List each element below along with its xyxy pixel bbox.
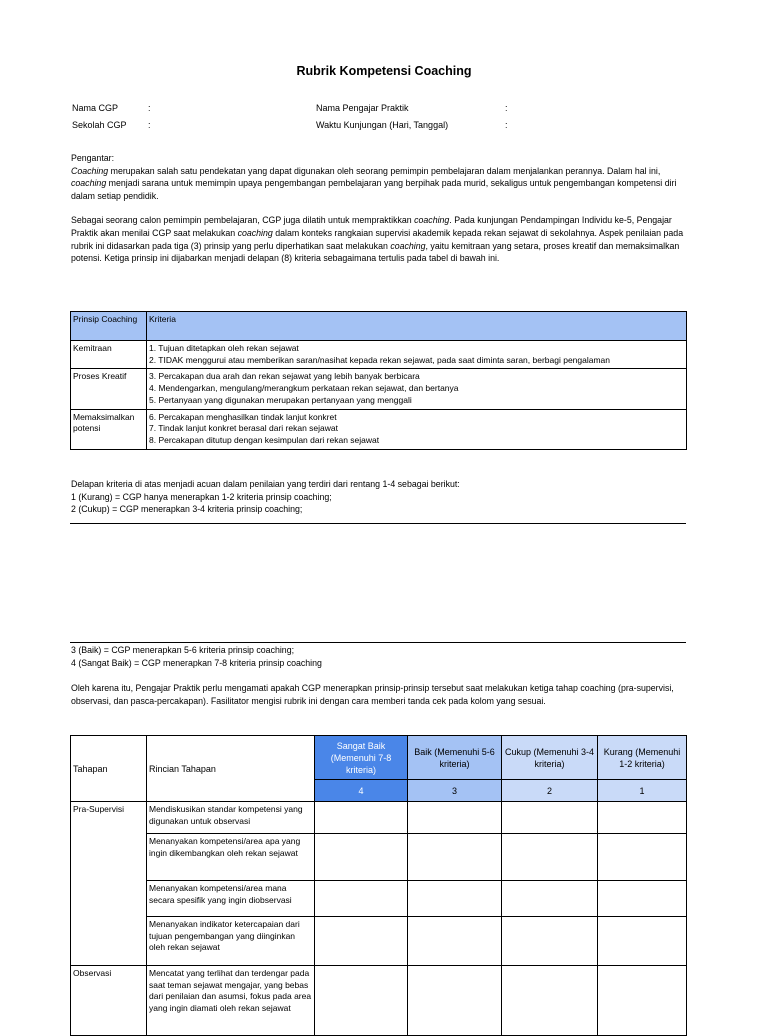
level-cukup: Cukup (Memenuhi 3-4 kriteria) xyxy=(502,736,598,780)
check-cell-3[interactable] xyxy=(408,802,502,834)
check-cell-2[interactable] xyxy=(502,834,598,881)
check-cell-3[interactable] xyxy=(408,881,502,917)
detail-cell: Mendiskusikan standar kompetensi yang digunakan untuk observasi xyxy=(147,802,315,834)
rubric-col-tahapan: Tahapan xyxy=(71,736,147,802)
page-break-line-bottom xyxy=(70,642,686,643)
check-cell-4[interactable] xyxy=(315,917,408,966)
pengantar-heading: Pengantar: xyxy=(71,153,115,163)
criteria-cell: 3. Percakapan dua arah dan rekan sejawat yang lebih banyak berbicara 4. Mendengarkan, mengulang/merangkum perkataan rekan sejawat, dan bertanya 5. Pertanyaan yang digunakan merupakan pertanyaan yang menggali xyxy=(147,369,687,409)
check-cell-4[interactable] xyxy=(315,802,408,834)
check-cell-2[interactable] xyxy=(502,966,598,1036)
check-cell-4[interactable] xyxy=(315,966,408,1036)
rubric-col-rincian: Rincian Tahapan xyxy=(147,736,315,802)
detail-cell: Menanyakan kompetensi/area apa yang ingin dikembangkan oleh rekan sejawat xyxy=(147,834,315,881)
stage-pra-supervisi: Pra-Supervisi xyxy=(71,802,147,966)
sekolah-cgp-colon: : xyxy=(148,120,151,130)
check-cell-2[interactable] xyxy=(502,802,598,834)
scale-4: 4 (Sangat Baik) = CGP menerapkan 7-8 kriteria prinsip coaching xyxy=(71,657,322,668)
criteria-cell: 6. Percakapan menghasilkan tindak lanjut konkret 7. Tindak lanjut konkret berasal dari rekan sejawat 8. Percakapan ditutup dengan kesimpulan dari rekan sejawat xyxy=(147,409,687,449)
sekolah-cgp-label: Sekolah CGP xyxy=(72,120,127,130)
principle-cell: Proses Kreatif xyxy=(71,369,147,409)
nama-cgp-label: Nama CGP xyxy=(72,103,119,113)
stage-observasi: Observasi xyxy=(71,966,147,1036)
criteria-table xyxy=(70,311,687,450)
score-2: 2 xyxy=(502,780,598,802)
detail-cell: Mencatat yang terlihat dan terdengar pada saat teman sejawat mengajar, yang bebas dari penilaian dan asumsi, fokus pada area yang ingin diamati oleh rekan sejawat xyxy=(147,966,315,1036)
scale-2: 2 (Cukup) = CGP menerapkan 3-4 kriteria prinsip coaching; xyxy=(71,504,303,515)
score-1: 1 xyxy=(598,780,687,802)
rubric-table xyxy=(70,735,687,1036)
level-sangat-baik: Sangat Baik (Memenuhi 7-8 kriteria) xyxy=(315,736,408,780)
check-cell-2[interactable] xyxy=(502,881,598,917)
criteria-col-criteria: Kriteria xyxy=(147,312,687,341)
criteria-cell: 1. Tujuan ditetapkan oleh rekan sejawat 2. TIDAK menggurui atau memberikan saran/nasihat kepada rekan sejawat, pada saat diminta saran, berbagi pengalaman xyxy=(147,341,687,369)
nama-pengajar-colon: : xyxy=(505,103,508,113)
check-cell-3[interactable] xyxy=(408,834,502,881)
principle-cell: Kemitraan xyxy=(71,341,147,369)
level-kurang: Kurang (Memenuhi 1-2 kriteria) xyxy=(598,736,687,780)
detail-cell: Menanyakan kompetensi/area mana secara spesifik yang ingin diobservasi xyxy=(147,881,315,917)
scale-section-bottom xyxy=(71,644,686,669)
check-cell-1[interactable] xyxy=(598,917,687,966)
nama-cgp-colon: : xyxy=(148,103,151,113)
intro-section xyxy=(71,152,686,265)
scale-1: 1 (Kurang) = CGP hanya menerapkan 1-2 kriteria prinsip coaching; xyxy=(71,491,332,502)
check-cell-3[interactable] xyxy=(408,917,502,966)
intro-paragraph-1: Coaching merupakan salah satu pendekatan yang dapat digunakan oleh seorang pemimpin pembelajaran dalam menjalankan perannya. Dalam hal ini, coaching menjadi sarana untuk memimpin upaya pengembangan pembelajaran yang berpihak pada murid, sekaligus untuk pengembangan kompetensi diri dalam setiap pendidik. xyxy=(71,165,677,201)
scale-section-top xyxy=(71,478,686,516)
page-break-line-top xyxy=(70,523,686,524)
waktu-kunjungan-label: Waktu Kunjungan (Hari, Tanggal) xyxy=(316,120,449,130)
nama-pengajar-label: Nama Pengajar Praktik xyxy=(316,103,409,113)
score-4: 4 xyxy=(315,780,408,802)
check-cell-4[interactable] xyxy=(315,881,408,917)
detail-cell: Menanyakan indikator ketercapaian dari tujuan pengembangan yang diinginkan oleh rekan sejawat xyxy=(147,917,315,966)
page-title: Rubrik Kompetensi Coaching xyxy=(296,64,472,78)
check-cell-1[interactable] xyxy=(598,802,687,834)
criteria-col-principle: Prinsip Coaching xyxy=(71,312,147,341)
intro-paragraph-2: Sebagai seorang calon pemimpin pembelajaran, CGP juga dilatih untuk mempraktikkan coaching. Pada kunjungan Pendampingan Individu ke-5, Pengajar Praktik akan menilai CGP saat melakukan coaching dalam konteks rangkaian supervisi akademik kepada rekan sejawat di sekolahnya. Aspek penilaian pada rubrik ini didasarkan pada tiga (3) prinsip yang perlu diperhatikan saat melakukan coaching, yaitu kemitraan yang setara, proses kreatif dan memaksimalkan potensi. Ketiga prinsip ini dijabarkan menjadi delapan (8) kriteria sebagaimana tertulis pada tabel di bawah ini. xyxy=(71,215,684,264)
score-3: 3 xyxy=(408,780,502,802)
scale-intro: Delapan kriteria di atas menjadi acuan dalam penilaian yang terdiri dari rentang 1-4 sebagai berikut: xyxy=(71,479,460,489)
scale-3: 3 (Baik) = CGP menerapkan 5-6 kriteria prinsip coaching; xyxy=(71,645,295,655)
check-cell-1[interactable] xyxy=(598,881,687,917)
check-cell-2[interactable] xyxy=(502,917,598,966)
principle-cell: Memaksimalkan potensi xyxy=(71,409,147,449)
check-cell-1[interactable] xyxy=(598,966,687,1036)
level-baik: Baik (Memenuhi 5-6 kriteria) xyxy=(408,736,502,780)
closing-paragraph: Oleh karena itu, Pengajar Praktik perlu mengamati apakah CGP menerapkan prinsip-prinsip tersebut saat melakukan ketiga tahap coaching (pra-supervisi, observasi, dan pasca-percakapan). Fasilitator mengisi rubrik ini dengan cara memberi tanda cek pada kolom yang sesuai. xyxy=(71,683,674,706)
check-cell-1[interactable] xyxy=(598,834,687,881)
waktu-kunjungan-colon: : xyxy=(505,120,508,130)
check-cell-4[interactable] xyxy=(315,834,408,881)
check-cell-3[interactable] xyxy=(408,966,502,1036)
